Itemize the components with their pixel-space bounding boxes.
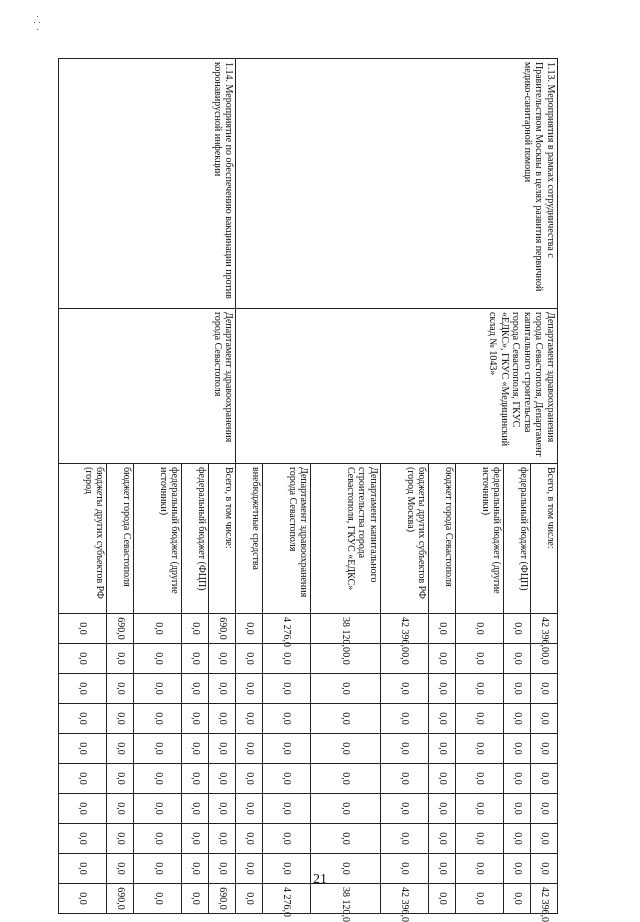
value-cell: 0,0 (429, 644, 456, 674)
value-cell: 0,0 (311, 644, 381, 674)
event-cell: 1.13. Мероприятия в рамках сотрудничества с Правительством Москвы в целях развития первичной медико-санитарной помощи (236, 59, 558, 309)
value-cell: 690,0 (209, 614, 236, 644)
value-cell: 0,0 (429, 794, 456, 824)
value-cell: 0,0 (429, 764, 456, 794)
value-cell: 0,0 (263, 764, 311, 794)
value-cell: 0,0 (134, 644, 182, 674)
value-cell: 0,0 (134, 734, 182, 764)
event-cell: 1.14. Мероприятие по обеспечению вакцинации против коронавирусной инфекции (59, 59, 236, 309)
value-cell: 0,0 (504, 704, 531, 734)
value-cell: 0,0 (531, 794, 558, 824)
value-cell: 0,0 (107, 824, 134, 854)
value-cell: 0,0 (504, 764, 531, 794)
value-cell: 0,0 (531, 854, 558, 884)
value-cell: 0,0 (182, 734, 209, 764)
value-cell: 0,0 (59, 644, 107, 674)
value-cell: 0,0 (311, 794, 381, 824)
value-cell: 38 120,0 (311, 884, 381, 914)
value-cell: 0,0 (380, 674, 428, 704)
value-cell: 0,0 (134, 824, 182, 854)
value-cell: 0,0 (59, 674, 107, 704)
value-cell: 0,0 (456, 884, 504, 914)
value-cell: 0,0 (456, 674, 504, 704)
value-cell: 0,0 (59, 764, 107, 794)
value-cell: 0,0 (380, 854, 428, 884)
value-cell: 0,0 (236, 794, 263, 824)
value-cell: 0,0 (429, 704, 456, 734)
value-cell: 0,0 (456, 644, 504, 674)
executor-cell: Департамент здравоохранения города Севастополя, Департамент капитального строительства города Севастополя, ГКУС «ЕДКС», ГКУС «Медицинский склад № 1043» (236, 309, 558, 464)
value-cell: 0,0 (429, 824, 456, 854)
value-cell: 4 276,0 (263, 614, 311, 644)
value-cell: 0,0 (59, 794, 107, 824)
value-cell: 0,0 (134, 794, 182, 824)
funding-source-cell: Департамент капитального строительства города Севастополя, ГКУС «ЕДКС» (311, 464, 381, 614)
value-cell: 0,0 (182, 674, 209, 704)
value-cell: 0,0 (107, 794, 134, 824)
value-cell: 0,0 (209, 824, 236, 854)
value-cell: 0,0 (504, 614, 531, 644)
value-cell: 0,0 (380, 644, 428, 674)
value-cell: 0,0 (380, 794, 428, 824)
value-cell: 0,0 (380, 704, 428, 734)
funding-source-cell: федеральный бюджет (ФЦП) (504, 464, 531, 614)
value-cell: 0,0 (311, 674, 381, 704)
value-cell: 0,0 (263, 824, 311, 854)
value-cell: 0,0 (59, 884, 107, 914)
value-cell: 38 120,0 (311, 614, 381, 644)
value-cell: 0,0 (263, 644, 311, 674)
value-cell: 0,0 (134, 764, 182, 794)
value-cell: 0,0 (59, 734, 107, 764)
value-cell: 0,0 (263, 674, 311, 704)
value-cell: 0,0 (134, 854, 182, 884)
value-cell: 0,0 (236, 704, 263, 734)
value-cell: 0,0 (182, 614, 209, 644)
value-cell: 0,0 (429, 674, 456, 704)
value-cell: 0,0 (429, 884, 456, 914)
funding-source-cell: Всего, в том числе: (209, 464, 236, 614)
value-cell: 0,0 (531, 734, 558, 764)
value-cell: 0,0 (209, 764, 236, 794)
value-cell: 0,0 (134, 674, 182, 704)
value-cell: 0,0 (429, 854, 456, 884)
value-cell: 0,0 (107, 644, 134, 674)
value-cell: 0,0 (236, 884, 263, 914)
budget-table (58, 58, 558, 922)
value-cell: 0,0 (182, 764, 209, 794)
funding-source-cell: федеральный бюджет (ФЦП) (182, 464, 209, 614)
funding-source-cell: бюджет города Севастополя (429, 464, 456, 614)
value-cell: 0,0 (429, 614, 456, 644)
value-cell: 0,0 (236, 764, 263, 794)
value-cell: 0,0 (59, 704, 107, 734)
value-cell: 0,0 (504, 734, 531, 764)
value-cell: 690,0 (209, 884, 236, 914)
value-cell: 0,0 (380, 734, 428, 764)
value-cell: 0,0 (429, 734, 456, 764)
value-cell: 0,0 (263, 704, 311, 734)
value-cell: 4 276,0 (263, 884, 311, 914)
value-cell: 690,0 (107, 614, 134, 644)
value-cell: 0,0 (182, 824, 209, 854)
value-cell: 0,0 (236, 734, 263, 764)
funding-source-cell: внебюджетные средства (236, 464, 263, 614)
value-cell: 0,0 (456, 734, 504, 764)
value-cell: 0,0 (107, 704, 134, 734)
value-cell: 0,0 (236, 824, 263, 854)
table-row (209, 59, 236, 914)
value-cell: 0,0 (504, 854, 531, 884)
value-cell: 0,0 (209, 644, 236, 674)
value-cell: 0,0 (311, 854, 381, 884)
value-cell: 0,0 (236, 644, 263, 674)
value-cell: 0,0 (456, 614, 504, 644)
value-cell: 42 396,0 (380, 884, 428, 914)
value-cell: 0,0 (209, 734, 236, 764)
funding-source-cell: бюджет города Севастополя (107, 464, 134, 614)
value-cell: 0,0 (504, 644, 531, 674)
value-cell: 0,0 (456, 794, 504, 824)
value-cell: 0,0 (263, 734, 311, 764)
value-cell: 0,0 (456, 854, 504, 884)
value-cell: 0,0 (236, 674, 263, 704)
value-cell: 0,0 (456, 824, 504, 854)
value-cell: 0,0 (263, 854, 311, 884)
value-cell: 42 396,0 (380, 614, 428, 644)
value-cell: 0,0 (311, 704, 381, 734)
value-cell: 0,0 (209, 674, 236, 704)
value-cell: 0,0 (380, 824, 428, 854)
value-cell: 0,0 (236, 614, 263, 644)
value-cell: 0,0 (59, 854, 107, 884)
value-cell: 0,0 (59, 614, 107, 644)
value-cell: 690,0 (107, 884, 134, 914)
value-cell: 0,0 (182, 644, 209, 674)
value-cell: 0,0 (107, 764, 134, 794)
value-cell: 0,0 (263, 794, 311, 824)
value-cell: 0,0 (182, 704, 209, 734)
value-cell: 0,0 (236, 854, 263, 884)
value-cell: 0,0 (531, 704, 558, 734)
corner-dots-icon (30, 14, 46, 34)
funding-source-cell: Департамент здравоохранения города Севастополя (263, 464, 311, 614)
value-cell: 0,0 (531, 764, 558, 794)
value-cell: 42 396,0 (531, 884, 558, 914)
value-cell: 0,0 (504, 794, 531, 824)
value-cell: 0,0 (456, 764, 504, 794)
value-cell: 0,0 (504, 674, 531, 704)
value-cell: 0,0 (107, 674, 134, 704)
value-cell: 0,0 (504, 824, 531, 854)
page-number: 21 (313, 872, 327, 887)
value-cell: 0,0 (134, 704, 182, 734)
value-cell: 0,0 (134, 884, 182, 914)
funding-source-cell: федеральный бюджет (другие источники) (456, 464, 504, 614)
value-cell: 0,0 (209, 794, 236, 824)
value-cell: 42 396,0 (531, 614, 558, 644)
value-cell: 0,0 (59, 824, 107, 854)
value-cell: 0,0 (209, 854, 236, 884)
funding-source-cell: бюджеты других субъектов РФ (город Москва) (380, 464, 428, 614)
value-cell: 0,0 (531, 824, 558, 854)
value-cell: 0,0 (531, 644, 558, 674)
table-row (531, 59, 558, 914)
value-cell: 0,0 (209, 704, 236, 734)
value-cell: 0,0 (107, 734, 134, 764)
executor-cell: Департамент здравоохранения города Севастополя (59, 309, 236, 464)
value-cell: 0,0 (380, 764, 428, 794)
value-cell: 0,0 (182, 884, 209, 914)
top-corner-marks (30, 14, 46, 34)
value-cell: 0,0 (134, 614, 182, 644)
value-cell: 0,0 (182, 794, 209, 824)
funding-source-cell: бюджеты других субъектов РФ (город (59, 464, 107, 614)
value-cell: 0,0 (311, 734, 381, 764)
funding-source-cell: федеральный бюджет (другие источники) (134, 464, 182, 614)
value-cell: 0,0 (456, 704, 504, 734)
value-cell: 0,0 (182, 854, 209, 884)
value-cell: 0,0 (531, 674, 558, 704)
funding-source-cell: Всего, в том числе: (531, 464, 558, 614)
value-cell: 0,0 (311, 764, 381, 794)
value-cell: 0,0 (504, 884, 531, 914)
value-cell: 0,0 (311, 824, 381, 854)
value-cell: 0,0 (107, 854, 134, 884)
table-body (59, 59, 558, 922)
